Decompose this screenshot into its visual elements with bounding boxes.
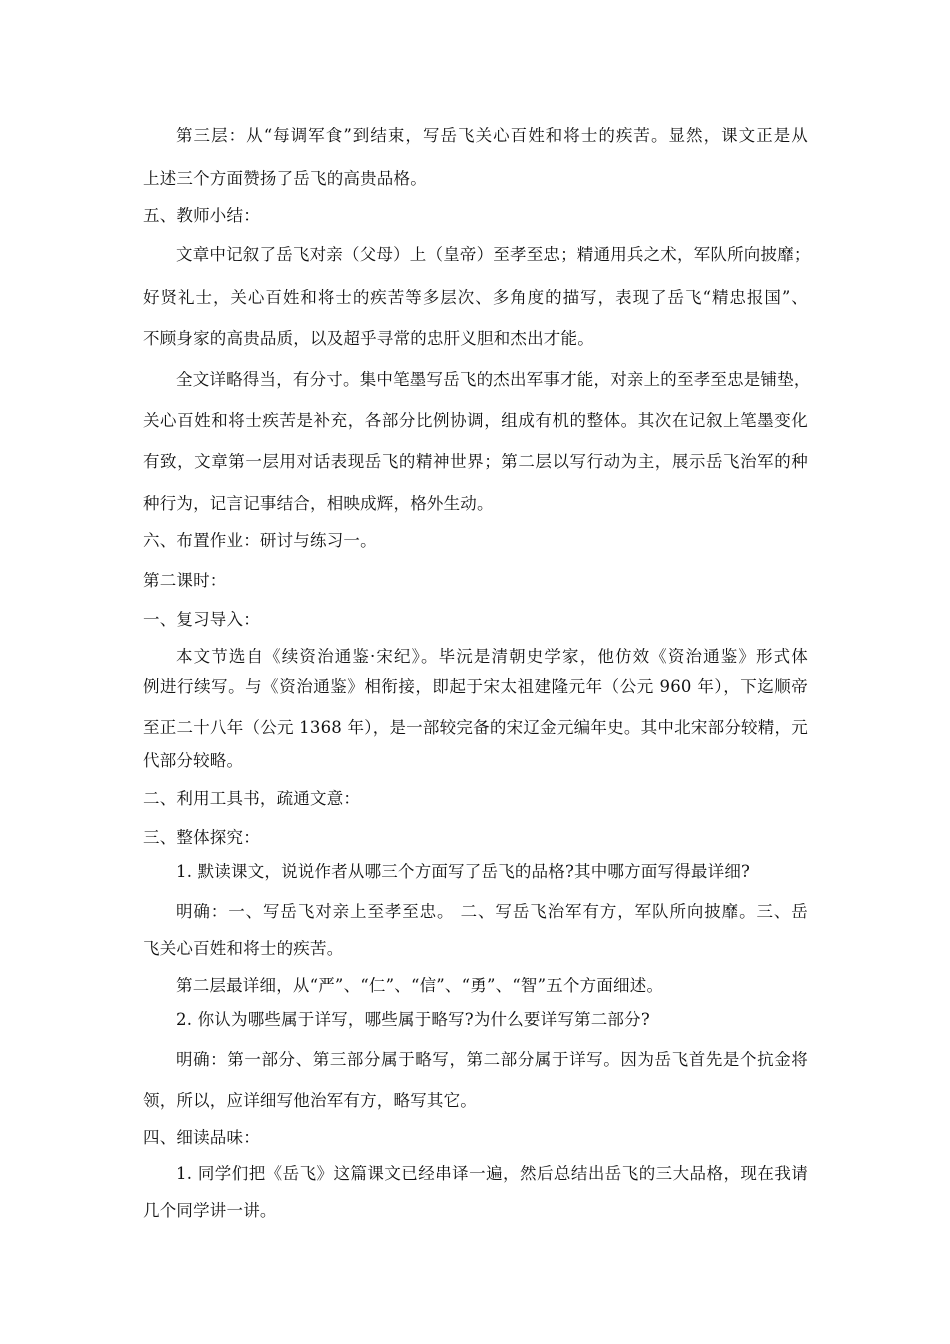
- section-heading: 五、教师小结：: [143, 206, 260, 225]
- section-heading: 二、利用工具书，疏通文意：: [143, 789, 361, 808]
- paragraph-line: 明确：一、写岳飞对亲上至孝至忠。 二、写岳飞治军有方，军队所向披靡。三、岳: [176, 902, 808, 921]
- paragraph-line: 飞关心百姓和将士的疾苦。: [143, 939, 344, 958]
- paragraph-line: 明确：第一部分、第三部分属于略写，第二部分属于详写。因为岳飞首先是个抗金将: [176, 1050, 808, 1069]
- paragraph-line: 领，所以，应详细写他治军有方，略写其它。: [143, 1091, 477, 1110]
- paragraph-line: 有致，文章第一层用对话表现岳飞的精神世界；第二层以写行动为主，展示岳飞治军的种: [143, 452, 808, 471]
- paragraph-line: 好贤礼士，关心百姓和将士的疾苦等多层次、多角度的描写，表现了岳飞“精忠报国”、: [143, 288, 808, 307]
- section-heading: 六、布置作业：研讨与练习一。: [143, 531, 377, 550]
- section-heading: 一、复习导入：: [143, 610, 260, 629]
- paragraph-line: 2. 你认为哪些属于详写，哪些属于略写?为什么要详写第二部分?: [176, 1010, 650, 1029]
- paragraph-line: 全文详略得当，有分寸。集中笔墨写岳飞的杰出军事才能，对亲上的至孝至忠是铺垫，: [176, 370, 811, 389]
- paragraph-line: 第三层：从“每调军食”到结束，写岳飞关心百姓和将士的疾苦。显然，课文正是从: [176, 126, 808, 145]
- paragraph-line: 几个同学讲一讲。: [143, 1201, 277, 1220]
- paragraph-line: 上述三个方面赞扬了岳飞的高贵品格。: [143, 169, 427, 188]
- section-heading: 四、细读品味：: [143, 1128, 260, 1147]
- paragraph-line: 代部分较略。: [143, 751, 244, 770]
- paragraph-line: 种行为，记言记事结合，相映成辉，格外生动。: [143, 494, 494, 513]
- paragraph-line: 关心百姓和将士疾苦是补充，各部分比例协调，组成有机的整体。其次在记叙上笔墨变化: [143, 411, 808, 430]
- paragraph-line: 第二层最详细，从“严”、“仁”、“信”、“勇”、“智”五个方面细述。: [176, 976, 664, 995]
- paragraph-line: 例进行续写。与《资治通鉴》相衔接，即起于宋太祖建隆元年（公元 960 年），下迄顺帝: [143, 677, 808, 696]
- paragraph-line: 文章中记叙了岳飞对亲（父母）上（皇帝）至孝至忠；精通用兵之术，军队所向披靡；: [176, 245, 811, 264]
- paragraph-line: 1. 同学们把《岳飞》这篇课文已经串译一遍，然后总结出岳飞的三大品格，现在我请: [176, 1164, 808, 1183]
- paragraph-line: 本文节选自《续资治通鉴·宋纪》。毕沅是清朝史学家，他仿效《资治通鉴》形式体: [176, 647, 808, 666]
- section-heading: 三、整体探究：: [143, 828, 260, 847]
- section-heading: 第二课时：: [143, 571, 227, 590]
- paragraph-line: 不顾身家的高贵品质，以及超乎寻常的忠肝义胆和杰出才能。: [143, 329, 594, 348]
- paragraph-line: 1. 默读课文，说说作者从哪三个方面写了岳飞的品格?其中哪方面写得最详细?: [176, 862, 751, 881]
- paragraph-line: 至正二十八年（公元 1368 年），是一部较完备的宋辽金元编年史。其中北宋部分较精，元: [143, 718, 808, 737]
